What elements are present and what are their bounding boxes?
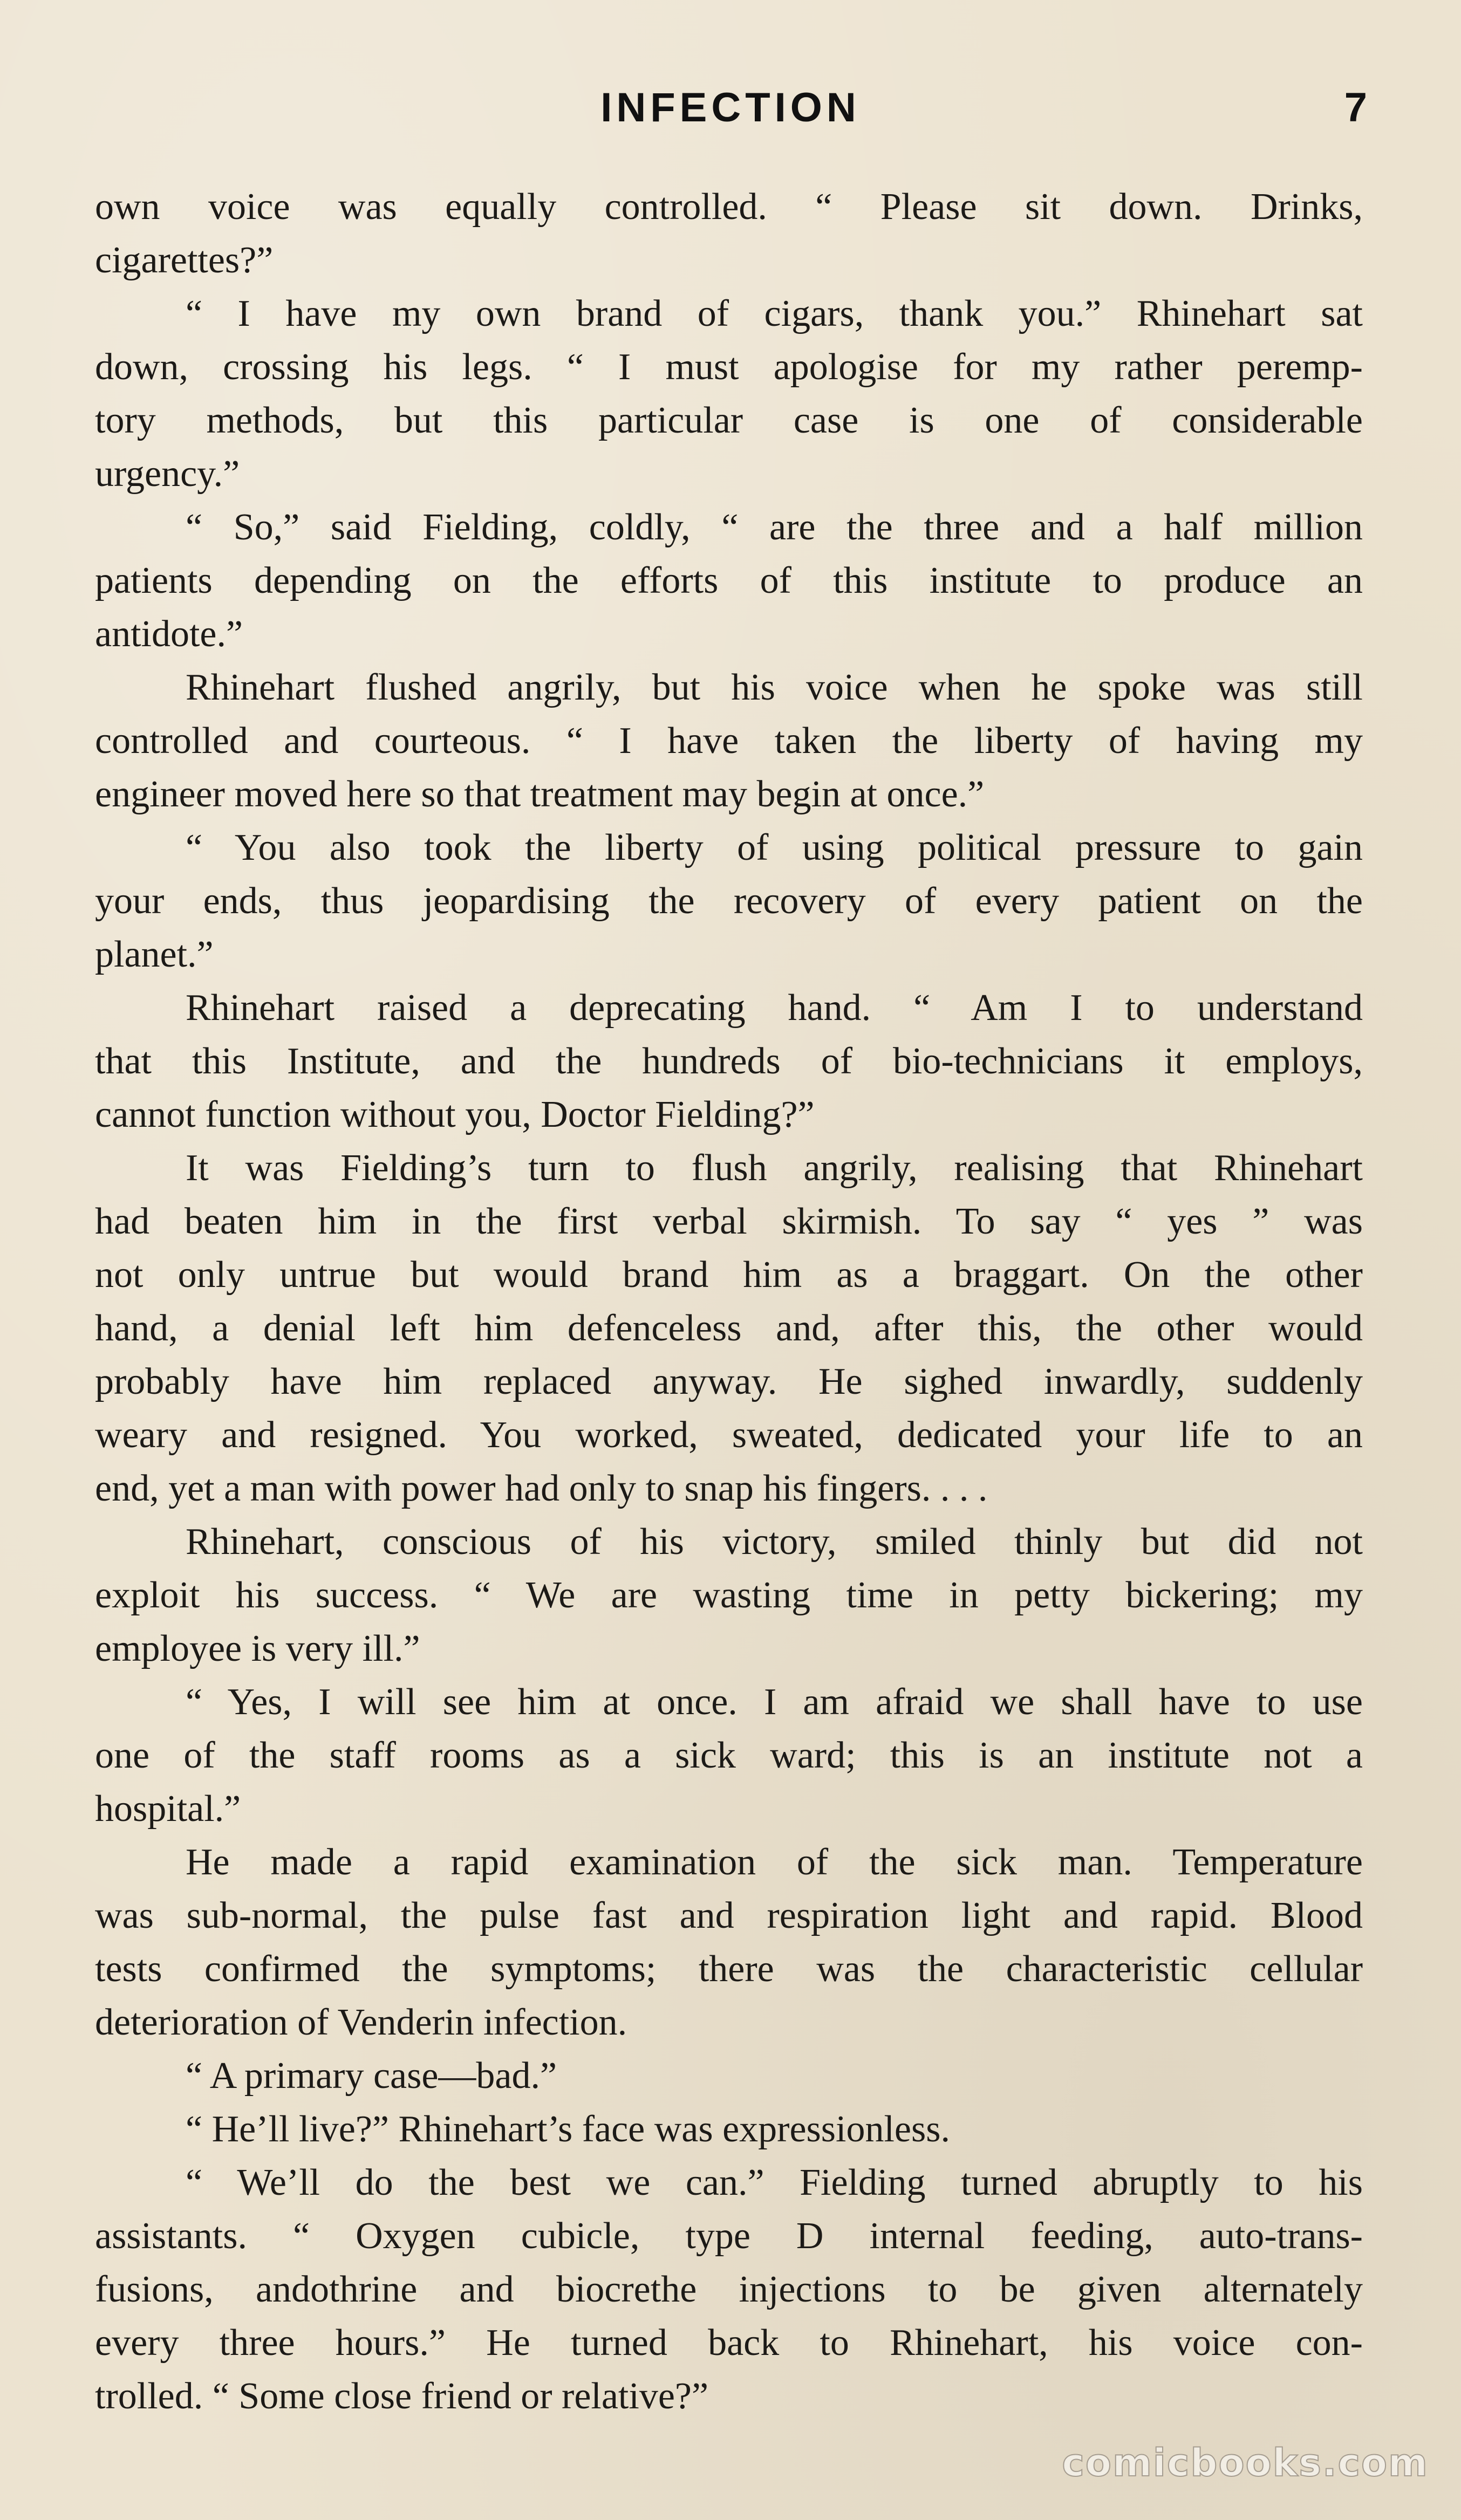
running-head: [0, 81, 1461, 135]
text-line: trolled. “ Some close friend or relative?”: [95, 2375, 709, 2417]
text-line: urgency.”: [95, 453, 240, 495]
text-line: your ends, thus jeopardising the recovery of every patient on the: [95, 880, 1363, 922]
text-line: exploit his success. “ We are wasting time in petty bickering; my: [95, 1574, 1363, 1616]
text-line: own voice was equally controlled. “ Please sit down. Drinks,: [95, 186, 1363, 228]
text-line: hospital.”: [95, 1788, 241, 1830]
text-line: “ He’ll live?” Rhinehart’s face was expressionless.: [186, 2108, 950, 2150]
text-line: down, crossing his legs. “ I must apologise for my rather peremp-: [95, 346, 1363, 388]
text-line: “ Yes, I will see him at once. I am afraid we shall have to use: [186, 1681, 1363, 1723]
text-line: controlled and courteous. “ I have taken the liberty of having my: [95, 720, 1363, 762]
text-line: hand, a denial left him defenceless and, after this, the other would: [95, 1307, 1363, 1349]
text-line: “ We’ll do the best we can.” Fielding turned abruptly to his: [186, 2162, 1363, 2203]
text-line: “ You also took the liberty of using political pressure to gain: [186, 827, 1363, 868]
text-line: that this Institute, and the hundreds of bio-technicians it employs,: [95, 1040, 1363, 1082]
text-line: patients depending on the efforts of this institute to produce an: [95, 560, 1363, 601]
body-text: [95, 180, 1363, 2423]
text-line: probably have him replaced anyway. He sighed inwardly, suddenly: [95, 1361, 1363, 1402]
text-line: planet.”: [95, 934, 214, 975]
page-number: 7: [1344, 85, 1367, 131]
text-line: “ So,” said Fielding, coldly, “ are the three and a half million: [186, 506, 1363, 548]
text-line: tests confirmed the symptoms; there was the characteristic cellular: [95, 1948, 1363, 1990]
text-line: end, yet a man with power had only to snap his fingers. . . .: [95, 1468, 988, 1509]
text-line: deterioration of Venderin infection.: [95, 2002, 627, 2043]
text-line: tory methods, but this particular case is one of considerable: [95, 400, 1363, 441]
text-line: He made a rapid examination of the sick man. Temperature: [186, 1841, 1363, 1883]
text-line: every three hours.” He turned back to Rhinehart, his voice con-: [95, 2322, 1363, 2364]
text-line: antidote.”: [95, 613, 243, 655]
text-line: Rhinehart raised a deprecating hand. “ Am I to understand: [186, 987, 1363, 1029]
text-line: cigarettes?”: [95, 239, 274, 281]
text-line: employee is very ill.”: [95, 1628, 420, 1669]
text-line: was sub-normal, the pulse fast and respiration light and rapid. Blood: [95, 1895, 1363, 1936]
text-line: assistants. “ Oxygen cubicle, type D internal feeding, auto-trans-: [95, 2215, 1363, 2257]
text-line: fusions, andothrine and biocrethe injections to be given alternately: [95, 2269, 1363, 2310]
watermark: comicbooks.com: [1062, 2441, 1429, 2485]
text-line: one of the staff rooms as a sick ward; this is an institute not a: [95, 1735, 1363, 1776]
chapter-title: INFECTION: [600, 85, 861, 131]
text-line: “ A primary case—bad.”: [186, 2055, 557, 2097]
text-line: had beaten him in the first verbal skirmish. To say “ yes ” was: [95, 1201, 1363, 1242]
text-line: It was Fielding’s turn to flush angrily, realising that Rhinehart: [186, 1147, 1363, 1189]
text-line: weary and resigned. You worked, sweated, dedicated your life to an: [95, 1414, 1363, 1456]
text-line: “ I have my own brand of cigars, thank you.” Rhinehart sat: [186, 293, 1363, 334]
text-line: cannot function without you, Doctor Fielding?”: [95, 1094, 815, 1135]
text-line: not only untrue but would brand him as a braggart. On the other: [95, 1254, 1363, 1296]
text-line: Rhinehart, conscious of his victory, smiled thinly but did not: [186, 1521, 1363, 1563]
text-line: Rhinehart flushed angrily, but his voice when he spoke was still: [186, 667, 1363, 708]
text-line: engineer moved here so that treatment may begin at once.”: [95, 773, 985, 815]
